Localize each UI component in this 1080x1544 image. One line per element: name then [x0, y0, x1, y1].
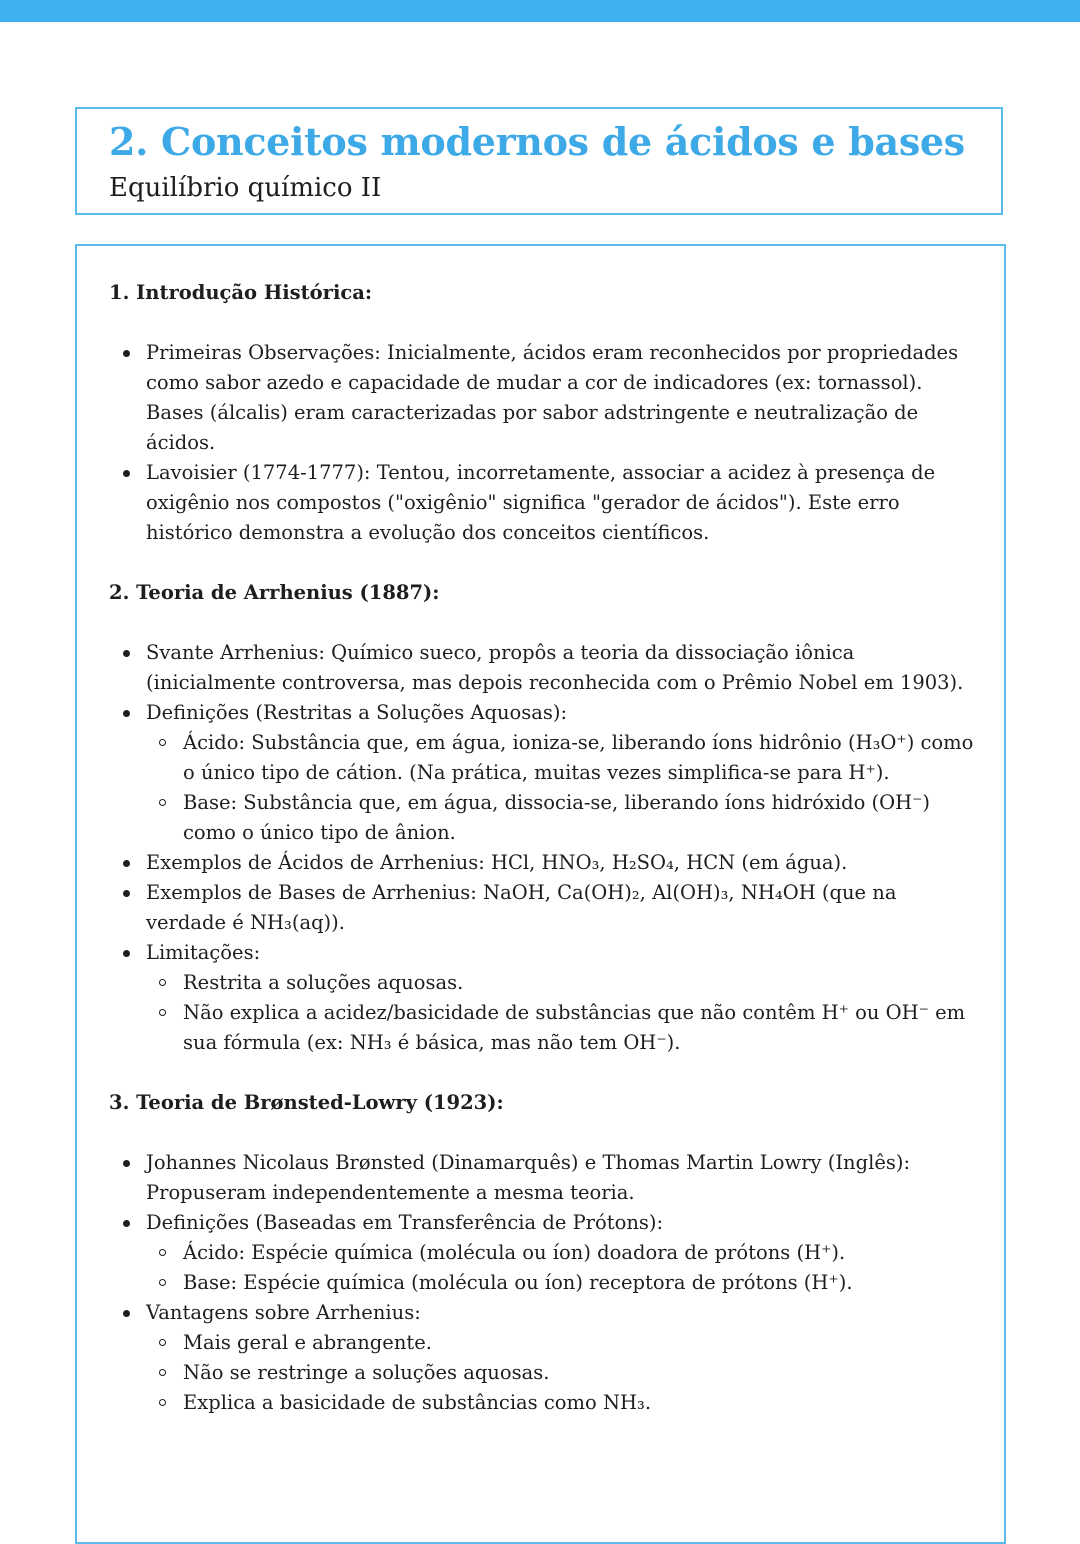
sub-list-item: Mais geral e abrangente. [146, 1328, 979, 1358]
content-card [75, 244, 1006, 1544]
bullet-list [109, 338, 979, 548]
top-accent-bar [0, 0, 1080, 22]
section-heading-bronsted-lowry: 3. Teoria de Brønsted-Lowry (1923): [109, 1091, 504, 1114]
list-item [109, 1298, 979, 1418]
list-item: Exemplos de Ácidos de Arrhenius: HCl, HNO₃, H₂SO₄, HCN (em água). [109, 848, 979, 878]
list-item: Primeiras Observações: Inicialmente, ácidos eram reconhecidos por propriedades como sabor azedo e capacidade de mudar a cor de indicadores (ex: tornassol). Bases (álcalis) eram caracterizadas por sabor adstringente e neutralização de ácidos. [109, 338, 979, 458]
list-item [109, 938, 979, 1058]
bullet-list [109, 1148, 979, 1418]
list-item: Johannes Nicolaus Brønsted (Dinamarquês) e Thomas Martin Lowry (Inglês): Propuseram independentemente a mesma teoria. [109, 1148, 979, 1208]
page-title: 2. Conceitos modernos de ácidos e bases [109, 119, 965, 164]
section-heading-arrhenius: 2. Teoria de Arrhenius (1887): [109, 581, 440, 604]
list-item-label: Vantagens sobre Arrhenius: [146, 1301, 421, 1324]
sub-list-item: Explica a basicidade de substâncias como NH₃. [146, 1388, 979, 1418]
title-card [75, 107, 1003, 215]
sub-bullet-list [146, 968, 979, 1058]
list-item-label: Definições (Baseadas em Transferência de Prótons): [146, 1211, 664, 1234]
list-item-label: Limitações: [146, 941, 261, 964]
sub-list-item: Base: Substância que, em água, dissocia-se, liberando íons hidróxido (OH⁻) como o único tipo de ânion. [146, 788, 979, 848]
sub-list-item: Base: Espécie química (molécula ou íon) receptora de prótons (H⁺). [146, 1268, 979, 1298]
list-item-label: Definições (Restritas a Soluções Aquosas): [146, 701, 568, 724]
list-item: Exemplos de Bases de Arrhenius: NaOH, Ca(OH)₂, Al(OH)₃, NH₄OH (que na verdade é NH₃(aq)). [109, 878, 979, 938]
content-body [109, 278, 979, 1448]
sub-bullet-list [146, 728, 979, 848]
list-item [109, 1208, 979, 1298]
section-heading-historical-intro: 1. Introdução Histórica: [109, 281, 373, 304]
page-subtitle: Equilíbrio químico II [109, 173, 382, 203]
sub-list-item: Ácido: Substância que, em água, ioniza-se, liberando íons hidrônio (H₃O⁺) como o único tipo de cátion. (Na prática, muitas vezes simplifica-se para H⁺). [146, 728, 979, 788]
sub-bullet-list [146, 1238, 979, 1298]
list-item [109, 698, 979, 848]
sub-list-item: Não se restringe a soluções aquosas. [146, 1358, 979, 1388]
list-item: Svante Arrhenius: Químico sueco, propôs a teoria da dissociação iônica (inicialmente controversa, mas depois reconhecida com o Prêmio Nobel em 1903). [109, 638, 979, 698]
list-item: Lavoisier (1774-1777): Tentou, incorretamente, associar a acidez à presença de oxigênio nos compostos ("oxigênio" significa "gerador de ácidos"). Este erro histórico demonstra a evolução dos conceitos científicos. [109, 458, 979, 548]
sub-list-item: Não explica a acidez/basicidade de substâncias que não contêm H⁺ ou OH⁻ em sua fórmula (ex: NH₃ é básica, mas não tem OH⁻). [146, 998, 979, 1058]
sub-bullet-list [146, 1328, 979, 1418]
sub-list-item: Restrita a soluções aquosas. [146, 968, 979, 998]
sub-list-item: Ácido: Espécie química (molécula ou íon) doadora de prótons (H⁺). [146, 1238, 979, 1268]
bullet-list [109, 638, 979, 1058]
